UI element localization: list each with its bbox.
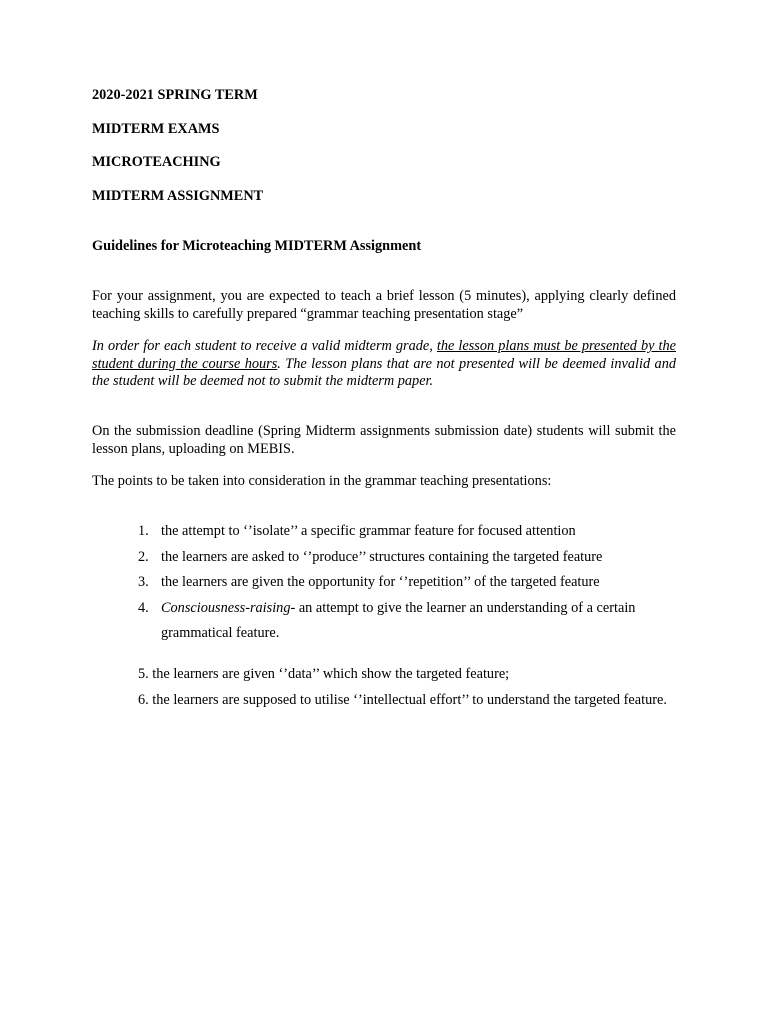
list-item — [138, 519, 676, 544]
list-item-number: 2. — [138, 549, 149, 565]
list-item-text: the attempt to ‘’isolate’’ a specific grammar feature for focused attention — [161, 523, 576, 539]
list-item-text: the learners are given the opportunity for ‘’repetition’’ of the targeted feature — [161, 574, 600, 590]
points-intro: The points to be taken into consideration in the grammar teaching presentations: — [92, 473, 552, 489]
notice-text-start: In order for each student to receive a valid midterm grade, — [92, 338, 437, 354]
list-item — [138, 596, 676, 646]
submission-paragraph: On the submission deadline (Spring Midterm assignments submission date) students will submit the lesson plans, uploading on MEBIS. — [92, 423, 676, 457]
list-item-number: 3. — [138, 574, 149, 590]
list-item-rest: - an attempt to give the learner an understanding of a certain grammatical feature. — [161, 600, 636, 641]
list-item — [138, 570, 676, 595]
list-item-number: 4. — [138, 600, 149, 616]
list-item-italic-term: Consciousness-raising — [161, 600, 291, 616]
guidelines-title: Guidelines for Microteaching MIDTERM Assignment — [92, 238, 422, 254]
list-item-number: 1. — [138, 523, 149, 539]
list-item: 6. the learners are supposed to utilise ‘’intellectual effort’’ to understand the targeted feature. — [138, 692, 667, 708]
list-item-text — [161, 596, 676, 646]
exams-heading: MIDTERM EXAMS — [92, 121, 220, 137]
list-item — [138, 545, 676, 570]
intro-paragraph: For your assignment, you are expected to teach a brief lesson (5 minutes), applying clearly defined teaching skills to carefully prepared “grammar teaching presentation stage” — [92, 288, 676, 322]
notice-underlined-text: the lesson plans must be presented by the student during the course hours — [92, 338, 676, 372]
term-heading: 2020-2021 SPRING TERM — [92, 87, 258, 103]
notice-text-end: . The lesson plans that are not presented will be deemed invalid and the student will be deemed not to submit the midterm paper. — [92, 355, 676, 389]
course-heading: MICROTEACHING — [92, 154, 221, 170]
list-item-text: the learners are asked to ‘’produce’’ structures containing the targeted feature — [161, 549, 603, 565]
assignment-heading: MIDTERM ASSIGNMENT — [92, 188, 264, 204]
list-item: 5. the learners are given ‘’data’’ which show the targeted feature; — [138, 666, 510, 682]
notice-paragraph — [92, 338, 676, 391]
